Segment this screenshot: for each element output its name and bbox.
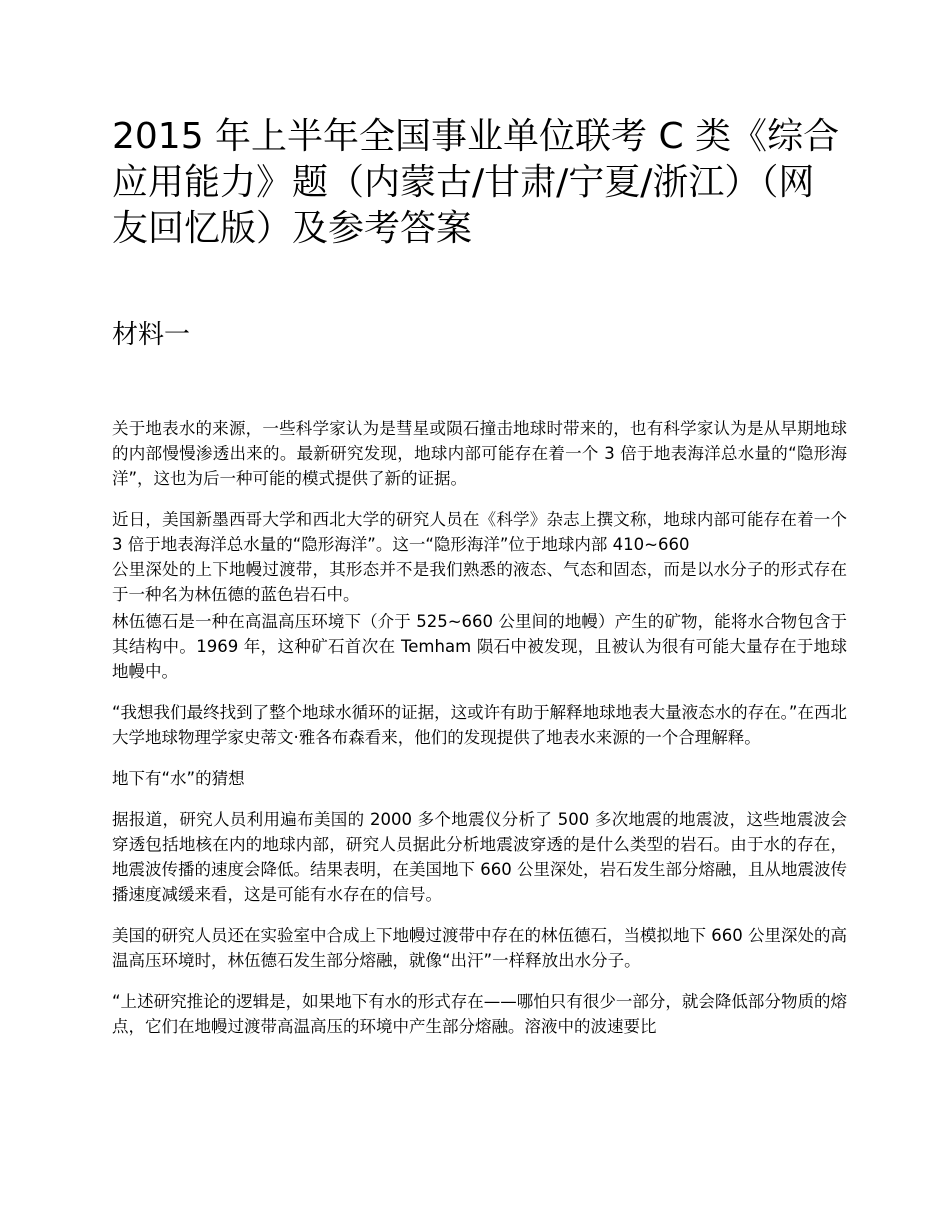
document-body	[112, 416, 847, 1039]
paragraph: 关于地表水的来源，一些科学家认为是彗星或陨石撞击地球时带来的，也有科学家认为是从早期地球的内部慢慢渗透出来的。最新研究发现，地球内部可能存在着一个 3 倍于地表海洋总水量的“隐形海洋”，这也为后一种可能的模式提供了新的证据。	[112, 419, 847, 488]
section-heading: 材料一	[112, 320, 191, 350]
paragraph: 公里深处的上下地幔过渡带，其形态并不是我们熟悉的液态、气态和固态，而是以水分子的形式存在于一种名为林伍德的蓝色岩石中。	[112, 560, 847, 604]
paragraph: 近日，美国新墨西哥大学和西北大学的研究人员在《科学》杂志上撰文称，地球内部可能存在着一个 3 倍于地表海洋总水量的“隐形海洋”。这一“隐形海洋”位于地球内部 410~660	[112, 510, 847, 554]
paragraph: “我想我们最终找到了整个地球水循环的证据，这或许有助于解释地球地表大量液态水的存在。”在西北大学地球物理学家史蒂文·雅各布森看来，他们的发现提供了地表水来源的一个合理解释。	[112, 703, 847, 747]
paragraph: 据报道，研究人员利用遍布美国的 2000 多个地震仪分析了 500 多次地震的地震波，这些地震波会穿透包括地核在内的地球内部，研究人员据此分析地震波穿透的是什么类型的岩石。由于水的存在，地震波传播的速度会降低。结果表明，在美国地下 660 公里深处，岩石发生部分熔融，且从地震波传播速度减缓来看，这是可能有水存在的信号。	[112, 810, 847, 904]
paragraph: 美国的研究人员还在实验室中合成上下地幔过渡带中存在的林伍德石，当模拟地下 660 公里深处的高温高压环境时，林伍德石发生部分熔融，就像“出汗”一样释放出水分子。	[112, 926, 847, 970]
subheading: 地下有“水”的猜想	[112, 769, 245, 788]
paragraph: “上述研究推论的逻辑是，如果地下有水的形式存在——哪怕只有很少一部分，就会降低部分物质的熔点，它们在地幔过渡带高温高压的环境中产生部分熔融。溶液中的波速要比	[112, 992, 847, 1036]
document-title: 2015 年上半年全国事业单位联考 C 类《综合应用能力》题（内蒙古/甘肃/宁夏/浙江）（网友回忆版）及参考答案	[112, 116, 840, 249]
paragraph: 林伍德石是一种在高温高压环境下（介于 525~660 公里间的地幔）产生的矿物，能将水合物包含于其结构中。1969 年，这种矿石首次在 Temham 陨石中被发现，且被认为很有可能大量存在于地球地幔中。	[112, 612, 847, 681]
